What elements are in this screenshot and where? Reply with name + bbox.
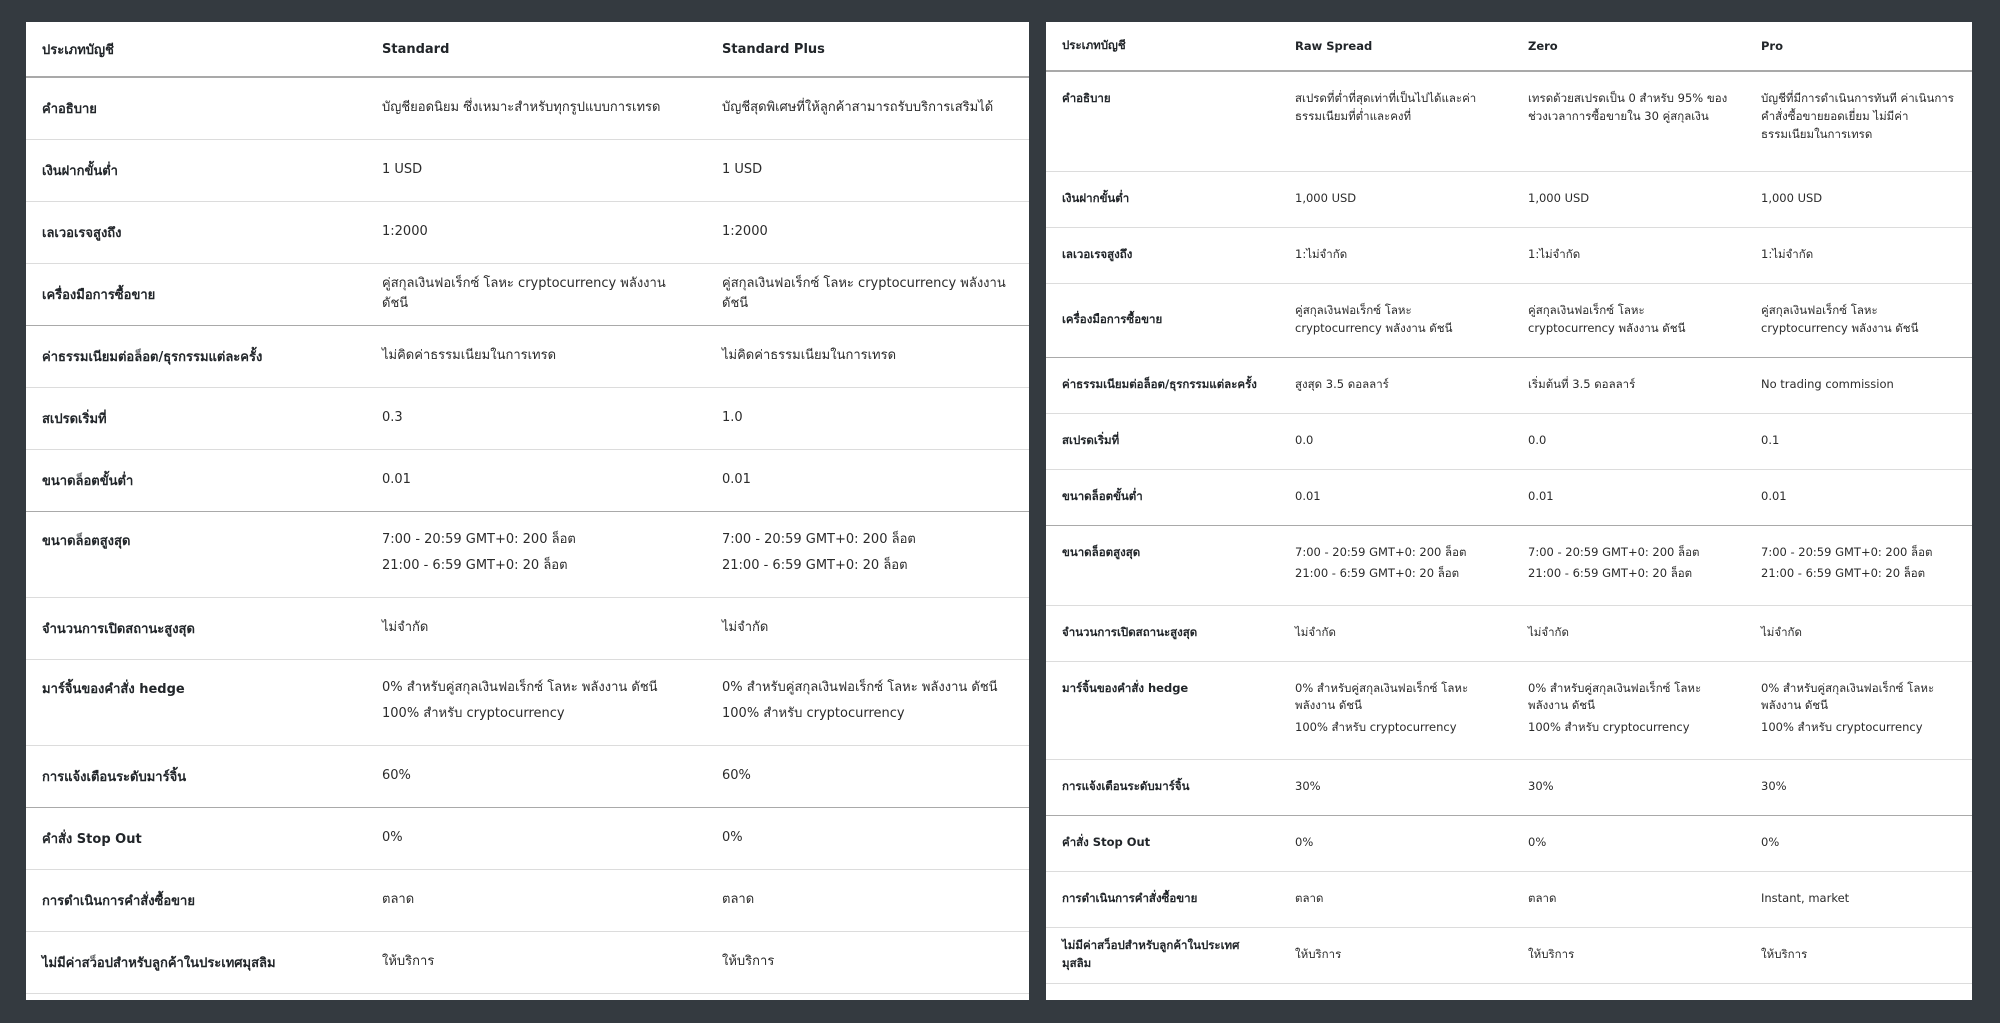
row-label: ไม่มีค่าสว็อปสำหรับลูกค้าในประเทศมุสลิม: [1046, 927, 1279, 983]
cell-text: 0% สำหรับคู่สกุลเงินฟอเร็กซ์ โลหะ พลังงาน ดัชนี: [1761, 680, 1935, 713]
cell-raw: [1279, 413, 1512, 469]
cell-pro: [1745, 871, 1972, 927]
cell-text: 0.01: [722, 471, 751, 487]
row-label: การดำเนินการคำสั่งซื้อขาย: [26, 869, 366, 931]
cell-zero: [1512, 927, 1745, 983]
row-label: มาร์จิ้นของคำสั่ง hedge: [1046, 661, 1279, 759]
cell-zero: [1512, 283, 1745, 357]
cell-text: 7:00 - 20:59 GMT+0: 200 ล็อต: [1528, 544, 1700, 559]
cell-raw: [1279, 71, 1512, 171]
row-label: คำสั่ง Stop Out: [26, 807, 366, 869]
table-row: [1046, 661, 1972, 759]
table-header-row: [26, 22, 1029, 77]
table-row: [26, 139, 1029, 201]
cell-standard: [366, 325, 706, 387]
cell-text: ไม่จำกัด: [1295, 625, 1336, 640]
cell-text: 1 USD: [382, 161, 423, 177]
cell-text: 100% สำหรับ cryptocurrency: [722, 705, 905, 721]
cell-standard-plus: [706, 869, 1029, 931]
table-row: [1046, 759, 1972, 815]
cell-standard: [366, 387, 706, 449]
cell-pro: [1745, 227, 1972, 283]
row-label: มาร์จิ้นของคำสั่ง hedge: [26, 659, 366, 745]
cell-text: คู่สกุลเงินฟอเร็กซ์ โลหะ cryptocurrency พลังงาน ดัชนี: [1761, 303, 1919, 335]
row-label: จำนวนการเปิดสถานะสูงสุด: [26, 597, 366, 659]
cell-text: Instant, market: [1761, 891, 1850, 906]
cell-standard-plus: [706, 201, 1029, 263]
row-label: ค่าธรรมเนียมต่อล็อต/ธุรกรรมแต่ละครั้ง: [26, 325, 366, 387]
cell-pro: [1745, 759, 1972, 815]
cell-text: 21:00 - 6:59 GMT+0: 20 ล็อต: [1528, 566, 1693, 581]
cell-text: ให้บริการ: [1761, 947, 1808, 962]
cell-text: 60%: [722, 767, 751, 783]
column-header-standard: Standard: [366, 22, 706, 77]
cell-text: 0%: [1295, 835, 1314, 850]
row-label: ขนาดล็อตสูงสุด: [1046, 525, 1279, 605]
row-label: เลเวอเรจสูงถึง: [1046, 227, 1279, 283]
cell-standard: [366, 139, 706, 201]
cell-pro: [1745, 605, 1972, 661]
cell-zero: [1512, 469, 1745, 525]
cell-text: บัญชีสุดพิเศษที่ให้ลูกค้าสามารถรับบริการเสริมได้: [722, 100, 994, 116]
cell-text: 7:00 - 20:59 GMT+0: 200 ล็อต: [382, 531, 576, 547]
cell-zero: [1512, 525, 1745, 605]
cell-text: ตลาด: [1295, 891, 1324, 906]
standard-accounts-panel: [26, 22, 1029, 1000]
cell-text: 21:00 - 6:59 GMT+0: 20 ล็อต: [382, 557, 568, 573]
cell-zero: [1512, 71, 1745, 171]
table-row: [26, 869, 1029, 931]
column-header-account-type: ประเภทบัญชี: [26, 22, 366, 77]
cell-text: ให้บริการ: [722, 953, 775, 969]
cell-pro: [1745, 171, 1972, 227]
table-row: [1046, 357, 1972, 413]
cell-text: 30%: [1528, 779, 1554, 794]
cell-text: 0.01: [382, 471, 411, 487]
cell-text: ให้บริการ: [1528, 947, 1575, 962]
cell-text: สูงสุด 3.5 ดอลลาร์: [1295, 377, 1389, 392]
cell-text: ให้บริการ: [1295, 947, 1342, 962]
cell-pro: [1745, 283, 1972, 357]
table-row: [26, 597, 1029, 659]
row-label: การแจ้งเตือนระดับมาร์จิ้น: [26, 745, 366, 807]
cell-text: สเปรดที่ต่ำที่สุดเท่าที่เป็นไปได้และค่าธรรมเนียมที่ต่ำและคงที่: [1295, 91, 1477, 123]
table-row: [26, 931, 1029, 993]
cell-standard: [366, 869, 706, 931]
cell-standard: [366, 659, 706, 745]
cell-standard: [366, 931, 706, 993]
cell-raw: [1279, 469, 1512, 525]
table-row: [26, 745, 1029, 807]
cell-text: 30%: [1295, 779, 1321, 794]
cell-text: 0.01: [1528, 489, 1554, 504]
cell-text: เทรดด้วยสเปรดเป็น 0 สำหรับ 95% ของช่วงเวลาการซื้อขายใน 30 คู่สกุลเงิน: [1528, 91, 1728, 123]
cell-raw: [1279, 227, 1512, 283]
cell-raw: [1279, 927, 1512, 983]
cell-text: 1.0: [722, 409, 743, 425]
cell-text: 1,000 USD: [1761, 191, 1823, 206]
cell-text: 100% สำหรับ cryptocurrency: [382, 705, 565, 721]
row-label: การดำเนินการคำสั่งซื้อขาย: [1046, 871, 1279, 927]
cell-text: ให้บริการ: [382, 953, 435, 969]
cell-text: บัญชียอดนิยม ซึ่งเหมาะสำหรับทุกรูปแบบการเทรด: [382, 100, 661, 116]
table-header-row: [1046, 22, 1972, 71]
cell-standard-plus: [706, 449, 1029, 511]
cell-text: 1:ไม่จำกัด: [1761, 247, 1814, 262]
row-label: ไม่มีค่าสว็อปสำหรับลูกค้าในประเทศมุสลิม: [26, 931, 366, 993]
cell-pro: [1745, 357, 1972, 413]
cell-raw: [1279, 283, 1512, 357]
standard-accounts-table: [26, 22, 1029, 994]
table-row: [1046, 71, 1972, 171]
cell-text: 0% สำหรับคู่สกุลเงินฟอเร็กซ์ โลหะ พลังงาน ดัชนี: [382, 679, 658, 695]
row-label: เครื่องมือการซื้อขาย: [1046, 283, 1279, 357]
row-label: ขนาดล็อตขั้นต่ำ: [26, 449, 366, 511]
cell-text: 1:2000: [722, 223, 768, 239]
cell-text: คู่สกุลเงินฟอเร็กซ์ โลหะ cryptocurrency พลังงาน ดัชนี: [1528, 303, 1686, 335]
cell-pro: [1745, 413, 1972, 469]
cell-zero: [1512, 815, 1745, 871]
cell-standard-plus: [706, 325, 1029, 387]
table-row: [26, 77, 1029, 139]
cell-raw: [1279, 871, 1512, 927]
cell-text: 100% สำหรับ cryptocurrency: [1528, 720, 1690, 735]
column-header-zero: Zero: [1512, 22, 1745, 71]
table-row: [1046, 871, 1972, 927]
column-header-account-type: ประเภทบัญชี: [1046, 22, 1279, 71]
table-row: [1046, 927, 1972, 983]
cell-text: ไม่จำกัด: [1761, 625, 1802, 640]
row-label: คำอธิบาย: [26, 77, 366, 139]
cell-standard-plus: [706, 597, 1029, 659]
row-label: ขนาดล็อตสูงสุด: [26, 511, 366, 597]
cell-zero: [1512, 227, 1745, 283]
cell-text: No trading commission: [1761, 377, 1894, 392]
row-label: ขนาดล็อตขั้นต่ำ: [1046, 469, 1279, 525]
cell-text: ไม่คิดค่าธรรมเนียมในการเทรด: [722, 347, 897, 363]
cell-raw: [1279, 661, 1512, 759]
table-row: [26, 263, 1029, 325]
cell-standard-plus: [706, 807, 1029, 869]
cell-text: 30%: [1761, 779, 1787, 794]
cell-text: 1,000 USD: [1528, 191, 1590, 206]
table-row: [1046, 815, 1972, 871]
cell-standard: [366, 449, 706, 511]
cell-standard-plus: [706, 77, 1029, 139]
cell-text: 0%: [1761, 835, 1780, 850]
cell-standard: [366, 745, 706, 807]
cell-text: 1:ไม่จำกัด: [1528, 247, 1581, 262]
cell-pro: [1745, 927, 1972, 983]
cell-standard-plus: [706, 387, 1029, 449]
table-row: [26, 201, 1029, 263]
column-header-pro: Pro: [1745, 22, 1972, 71]
table-row: [26, 387, 1029, 449]
table-row: [26, 659, 1029, 745]
cell-text: 0%: [1528, 835, 1547, 850]
row-label: คำสั่ง Stop Out: [1046, 815, 1279, 871]
cell-text: 100% สำหรับ cryptocurrency: [1761, 720, 1923, 735]
cell-text: ไม่คิดค่าธรรมเนียมในการเทรด: [382, 347, 557, 363]
cell-text: 0% สำหรับคู่สกุลเงินฟอเร็กซ์ โลหะ พลังงาน ดัชนี: [1528, 680, 1702, 713]
cell-zero: [1512, 661, 1745, 759]
cell-pro: [1745, 815, 1972, 871]
table-row: [1046, 413, 1972, 469]
cell-standard: [366, 201, 706, 263]
cell-text: 1:2000: [382, 223, 428, 239]
row-label: เครื่องมือการซื้อขาย: [26, 263, 366, 325]
cell-raw: [1279, 605, 1512, 661]
cell-zero: [1512, 171, 1745, 227]
row-label: เลเวอเรจสูงถึง: [26, 201, 366, 263]
cell-text: 60%: [382, 767, 411, 783]
table-row: [1046, 283, 1972, 357]
cell-text: 0%: [722, 829, 743, 845]
cell-standard-plus: [706, 745, 1029, 807]
table-row: [26, 449, 1029, 511]
cell-zero: [1512, 871, 1745, 927]
cell-standard: [366, 263, 706, 325]
table-row: [1046, 227, 1972, 283]
pro-accounts-table: [1046, 22, 1972, 984]
cell-text: คู่สกุลเงินฟอเร็กซ์ โลหะ cryptocurrency พลังงาน ดัชนี: [1295, 303, 1453, 335]
cell-pro: [1745, 71, 1972, 171]
table-row: [26, 511, 1029, 597]
cell-text: 0.01: [1295, 489, 1321, 504]
cell-standard-plus: [706, 139, 1029, 201]
cell-text: 1:ไม่จำกัด: [1295, 247, 1348, 262]
cell-text: ตลาด: [1528, 891, 1557, 906]
row-label: จำนวนการเปิดสถานะสูงสุด: [1046, 605, 1279, 661]
cell-text: 21:00 - 6:59 GMT+0: 20 ล็อต: [722, 557, 908, 573]
cell-text: ไม่จำกัด: [382, 619, 429, 635]
cell-text: 21:00 - 6:59 GMT+0: 20 ล็อต: [1295, 566, 1460, 581]
cell-text: ไม่จำกัด: [722, 619, 769, 635]
cell-raw: [1279, 357, 1512, 413]
cell-text: 0.0: [1295, 433, 1314, 448]
cell-raw: [1279, 171, 1512, 227]
table-row: [1046, 469, 1972, 525]
cell-text: ตลาด: [382, 891, 415, 907]
cell-text: 21:00 - 6:59 GMT+0: 20 ล็อต: [1761, 566, 1926, 581]
column-header-standard-plus: Standard Plus: [706, 22, 1029, 77]
cell-text: เริ่มต้นที่ 3.5 ดอลลาร์: [1528, 377, 1636, 392]
row-label: เงินฝากขั้นต่ำ: [26, 139, 366, 201]
row-label: สเปรดเริ่มที่: [26, 387, 366, 449]
cell-standard: [366, 511, 706, 597]
cell-text: 0.01: [1761, 489, 1787, 504]
cell-standard: [366, 77, 706, 139]
cell-text: คู่สกุลเงินฟอเร็กซ์ โลหะ cryptocurrency พลังงาน ดัชนี: [722, 275, 1006, 311]
cell-pro: [1745, 661, 1972, 759]
row-label: ค่าธรรมเนียมต่อล็อต/ธุรกรรมแต่ละครั้ง: [1046, 357, 1279, 413]
cell-text: 0%: [382, 829, 403, 845]
row-label: การแจ้งเตือนระดับมาร์จิ้น: [1046, 759, 1279, 815]
cell-raw: [1279, 815, 1512, 871]
table-row: [1046, 525, 1972, 605]
cell-zero: [1512, 605, 1745, 661]
pro-accounts-panel: [1046, 22, 1972, 1000]
cell-zero: [1512, 357, 1745, 413]
cell-text: บัญชีที่มีการดำเนินการทันที ค่าเนินการคำสั่งซื้อขายยอดเยี่ยม ไม่มีค่าธรรมเนียมในการเทรด: [1761, 91, 1954, 141]
cell-text: คู่สกุลเงินฟอเร็กซ์ โลหะ cryptocurrency พลังงาน ดัชนี: [382, 275, 666, 311]
cell-zero: [1512, 413, 1745, 469]
row-label: สเปรดเริ่มที่: [1046, 413, 1279, 469]
table-row: [1046, 605, 1972, 661]
cell-raw: [1279, 525, 1512, 605]
cell-text: ไม่จำกัด: [1528, 625, 1569, 640]
cell-text: 7:00 - 20:59 GMT+0: 200 ล็อต: [722, 531, 916, 547]
column-header-raw-spread: Raw Spread: [1279, 22, 1512, 71]
cell-standard: [366, 807, 706, 869]
table-row: [26, 325, 1029, 387]
cell-text: 0.3: [382, 409, 403, 425]
cell-standard-plus: [706, 263, 1029, 325]
cell-zero: [1512, 759, 1745, 815]
cell-text: 1 USD: [722, 161, 763, 177]
cell-pro: [1745, 525, 1972, 605]
cell-text: 0.0: [1528, 433, 1547, 448]
cell-text: 0% สำหรับคู่สกุลเงินฟอเร็กซ์ โลหะ พลังงาน ดัชนี: [722, 679, 998, 695]
cell-raw: [1279, 759, 1512, 815]
cell-pro: [1745, 469, 1972, 525]
cell-text: 7:00 - 20:59 GMT+0: 200 ล็อต: [1295, 544, 1467, 559]
row-label: คำอธิบาย: [1046, 71, 1279, 171]
cell-text: 7:00 - 20:59 GMT+0: 200 ล็อต: [1761, 544, 1933, 559]
cell-text: 0% สำหรับคู่สกุลเงินฟอเร็กซ์ โลหะ พลังงาน ดัชนี: [1295, 680, 1469, 713]
cell-standard: [366, 597, 706, 659]
cell-standard-plus: [706, 659, 1029, 745]
row-label: เงินฝากขั้นต่ำ: [1046, 171, 1279, 227]
cell-text: 1,000 USD: [1295, 191, 1357, 206]
cell-text: 100% สำหรับ cryptocurrency: [1295, 720, 1457, 735]
table-row: [26, 807, 1029, 869]
cell-standard-plus: [706, 511, 1029, 597]
table-row: [1046, 171, 1972, 227]
cell-standard-plus: [706, 931, 1029, 993]
cell-text: 0.1: [1761, 433, 1780, 448]
cell-text: ตลาด: [722, 891, 755, 907]
